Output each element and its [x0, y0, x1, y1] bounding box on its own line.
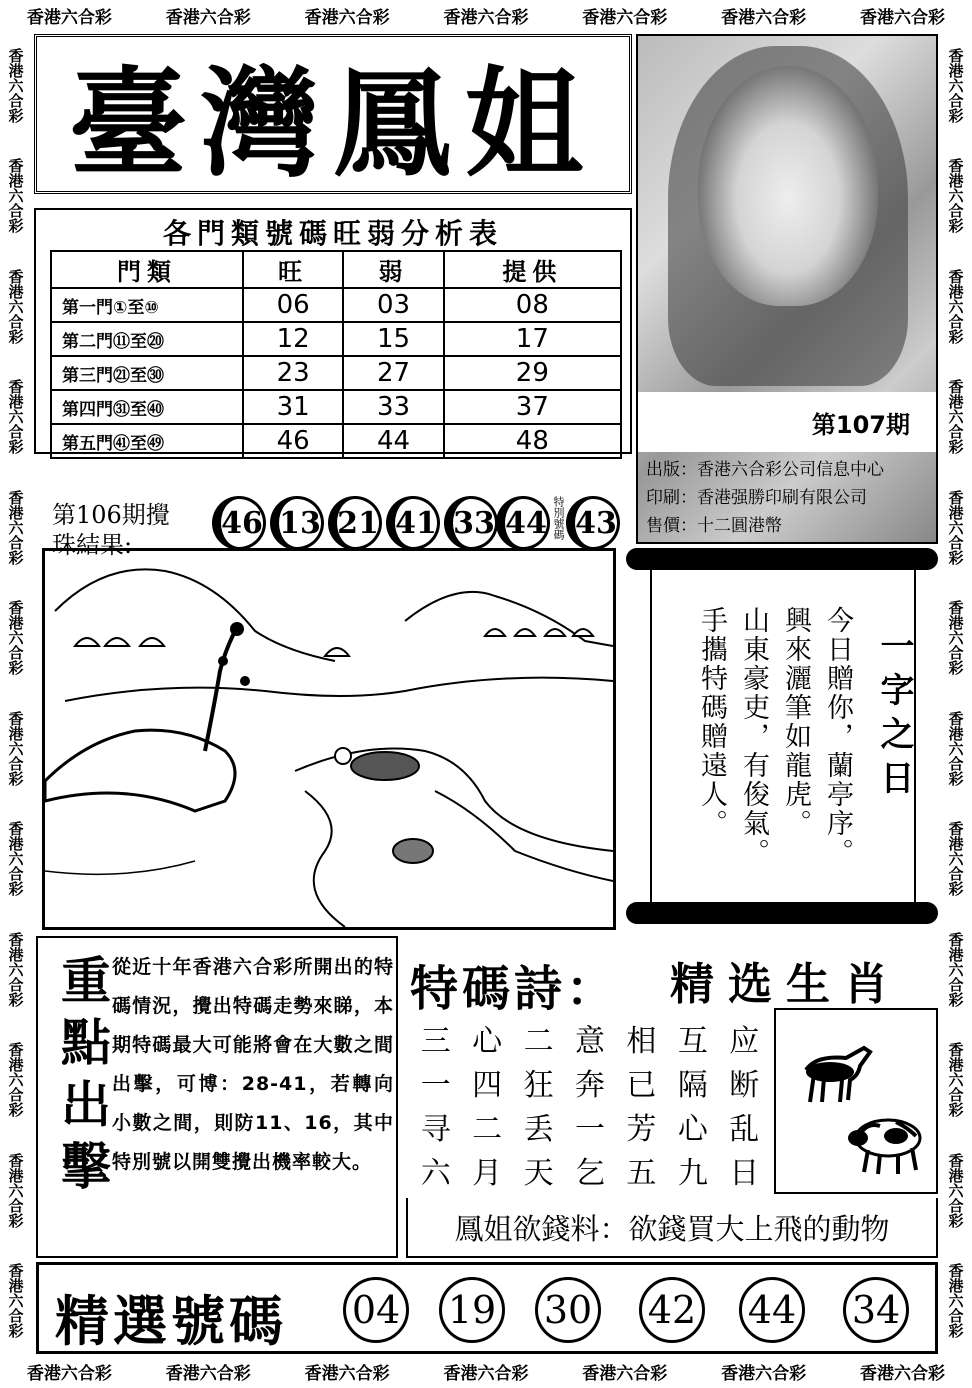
poem-char: 九 — [677, 1156, 708, 1191]
border-label-l5: 香港六合彩 — [6, 489, 25, 565]
top-border — [0, 0, 972, 30]
poem-char: 月 — [472, 1156, 503, 1191]
poem-char: 狂 — [523, 1068, 554, 1103]
draw-ball: 13 — [270, 496, 324, 550]
border-label-b5: 香港六合彩 — [582, 1363, 668, 1384]
door-label: 第一門 — [62, 297, 113, 318]
border-label-l8: 香港六合彩 — [6, 821, 25, 897]
strong-cell: 06 — [243, 288, 343, 322]
table-row — [51, 322, 621, 356]
border-label-r10: 香港六合彩 — [946, 1042, 965, 1118]
door-label: 第五門 — [62, 433, 113, 454]
border-label-r3: 香港六合彩 — [946, 268, 965, 344]
masthead-title: 臺灣鳳姐 — [34, 34, 632, 194]
strong-cell: 31 — [243, 390, 343, 424]
border-label-l12: 香港六合彩 — [6, 1263, 25, 1339]
selected-number: 42 — [639, 1277, 705, 1343]
door-cell — [51, 322, 243, 356]
price-line: 售價：十二圓港幣 — [646, 516, 782, 536]
border-label-l9: 香港六合彩 — [6, 931, 25, 1007]
border-label-l7: 香港六合彩 — [6, 710, 25, 786]
header-strong: 旺 — [243, 251, 343, 288]
portrait-image — [698, 66, 878, 306]
header-weak: 弱 — [343, 251, 443, 288]
poem-char: 一 — [420, 1068, 451, 1103]
draw-ball: 41 — [386, 496, 440, 550]
strong-cell: 23 — [243, 356, 343, 390]
analysis-table-panel — [34, 208, 632, 454]
border-label-r12: 香港六合彩 — [946, 1263, 965, 1339]
scroll-paper — [650, 568, 916, 904]
poem-char: 日 — [729, 1156, 760, 1191]
poem-char: 芳 — [626, 1112, 657, 1147]
door-range: ①至⑩ — [113, 297, 159, 318]
draw-ball: 44 — [496, 496, 550, 550]
border-label-l4: 香港六合彩 — [6, 379, 25, 455]
selected-number: 44 — [739, 1277, 805, 1343]
header-door: 門類 — [51, 251, 243, 288]
border-label-l10: 香港六合彩 — [6, 1042, 25, 1118]
draw-ball: 46 — [212, 496, 266, 550]
weak-cell: 15 — [343, 322, 443, 356]
weak-cell: 03 — [343, 288, 443, 322]
border-label-5: 香港六合彩 — [582, 7, 668, 28]
border-label-b6: 香港六合彩 — [721, 1363, 807, 1384]
strong-cell: 12 — [243, 322, 343, 356]
border-label-r2: 香港六合彩 — [946, 158, 965, 234]
special-draw-ball: 43 — [566, 496, 620, 550]
door-range: ㉑至㉚ — [113, 365, 164, 386]
border-label-b7: 香港六合彩 — [859, 1363, 945, 1384]
poem-char: 相 — [626, 1024, 657, 1059]
door-label: 第三門 — [62, 365, 113, 386]
table-row — [51, 390, 621, 424]
poem-line: 山東豪吏，有俊氣。 — [738, 606, 769, 867]
border-label-r4: 香港六合彩 — [946, 379, 965, 455]
border-label-l6: 香港六合彩 — [6, 600, 25, 676]
provide-cell: 17 — [444, 322, 621, 356]
poem-char: 三 — [420, 1024, 451, 1059]
key-point-panel — [36, 936, 398, 1258]
left-border — [2, 30, 30, 1356]
border-label-r5: 香港六合彩 — [946, 489, 965, 565]
door-label: 第四門 — [62, 399, 113, 420]
poem-char: 心 — [677, 1112, 708, 1147]
horse-and-ox-icon — [776, 1010, 936, 1192]
zodiac-title: 精选生肖 — [670, 959, 902, 1010]
door-range: ㉛至㊵ — [113, 399, 164, 420]
poem-line: 手攜特碼贈遠人。 — [696, 606, 727, 838]
border-label-b3: 香港六合彩 — [304, 1363, 390, 1384]
poem-char: 隔 — [677, 1068, 708, 1103]
printer-line: 印刷：香港强勝印刷有限公司 — [646, 488, 867, 508]
door-cell — [51, 424, 243, 458]
poem-char: 互 — [677, 1024, 708, 1059]
poem-char: 断 — [729, 1068, 760, 1103]
door-range: ⑪至⑳ — [113, 331, 164, 352]
special-number-label: 特別號碼 — [552, 496, 565, 540]
border-label-r11: 香港六合彩 — [946, 1152, 965, 1228]
poem-line: 興來灑筆如龍虎。 — [780, 606, 811, 838]
door-range: ㊶至㊾ — [113, 433, 164, 454]
weak-cell: 27 — [343, 356, 443, 390]
provide-cell: 37 — [444, 390, 621, 424]
provide-cell: 48 — [444, 424, 621, 458]
scroll-bottom-rod — [626, 902, 938, 924]
poem-char: 寻 — [420, 1112, 451, 1147]
one-word-title: 一字之日 — [874, 628, 914, 804]
selected-number: 30 — [535, 1277, 601, 1343]
border-label-l11: 香港六合彩 — [6, 1152, 25, 1228]
landscape-drawing — [45, 551, 613, 927]
poem-line: 今日贈你，蘭亭序。 — [822, 606, 853, 867]
weak-cell: 33 — [343, 390, 443, 424]
border-label-3: 香港六合彩 — [304, 7, 390, 28]
right-border — [942, 30, 970, 1356]
border-label-2: 香港六合彩 — [165, 7, 251, 28]
border-label-r8: 香港六合彩 — [946, 821, 965, 897]
poem-char: 奔 — [574, 1068, 605, 1103]
selected-number: 19 — [439, 1277, 505, 1343]
border-label-r9: 香港六合彩 — [946, 931, 965, 1007]
door-cell — [51, 288, 243, 322]
zodiac-animal-panel — [774, 1008, 938, 1194]
cover-photo-panel — [636, 34, 938, 544]
poem-char: 心 — [472, 1024, 503, 1059]
border-label-r6: 香港六合彩 — [946, 600, 965, 676]
one-word-poem-scroll — [626, 548, 938, 924]
border-label-6: 香港六合彩 — [721, 7, 807, 28]
door-cell — [51, 356, 243, 390]
draw-ball: 33 — [444, 496, 498, 550]
poem-char: 四 — [472, 1068, 503, 1103]
provide-cell: 29 — [444, 356, 621, 390]
weak-cell: 44 — [343, 424, 443, 458]
poem-char: 二 — [472, 1112, 503, 1147]
border-label-4: 香港六合彩 — [443, 7, 529, 28]
poem-char: 意 — [574, 1024, 605, 1059]
provide-cell: 08 — [444, 288, 621, 322]
door-label: 第二門 — [62, 331, 113, 352]
last-draw-label-line1: 第106期攪 — [52, 501, 170, 529]
last-draw-label-line2: 珠結果: — [52, 531, 133, 559]
border-label-7: 香港六合彩 — [859, 7, 945, 28]
poem-char: 乱 — [729, 1112, 760, 1147]
border-label-l1: 香港六合彩 — [6, 47, 25, 123]
poem-char: 一 — [574, 1112, 605, 1147]
border-label-b1: 香港六合彩 — [26, 1363, 112, 1384]
strong-cell: 46 — [243, 424, 343, 458]
poem-char: 六 — [420, 1156, 451, 1191]
border-label: 香港六合彩 — [26, 7, 112, 28]
tema-poem-grid — [410, 1016, 770, 1191]
poem-char: 丢 — [523, 1112, 554, 1147]
poem-char: 乞 — [574, 1156, 605, 1191]
tema-poem-title: 特碼詩： — [410, 961, 619, 1017]
key-point-title: 重點出擊 — [53, 954, 111, 1202]
selected-number: 34 — [843, 1277, 909, 1343]
publisher-line: 出版：香港六合彩公司信息中心 — [646, 460, 884, 480]
poem-char: 二 — [523, 1024, 554, 1059]
table-header-row — [51, 251, 621, 288]
key-point-text: 從近十年香港六合彩所開出的特碼情況，攪出特碼走勢來睇，本期特碼最大可能將會在大數之間出擊，可博：28-41，若轉向小數之間，則防11、16，其中特別號以開雙攪出機率較大。 — [112, 956, 394, 1173]
analysis-table-title: 各門類號碼旺弱分析表 — [162, 217, 503, 250]
analysis-table — [50, 250, 622, 459]
publisher-info — [646, 456, 930, 540]
bottom-border — [0, 1356, 972, 1386]
draw-ball: 21 — [328, 496, 382, 550]
border-label-r1: 香港六合彩 — [946, 47, 965, 123]
selected-numbers-label: 精選號碼 — [55, 1290, 287, 1353]
border-label-l2: 香港六合彩 — [6, 158, 25, 234]
table-row — [51, 288, 621, 322]
header-provide: 提供 — [444, 251, 621, 288]
selected-number: 04 — [343, 1277, 409, 1343]
poem-char: 应 — [729, 1024, 760, 1059]
door-cell — [51, 390, 243, 424]
table-row — [51, 424, 621, 458]
poem-char: 已 — [626, 1068, 657, 1103]
border-label-l3: 香港六合彩 — [6, 268, 25, 344]
border-label-b2: 香港六合彩 — [165, 1363, 251, 1384]
selected-numbers-panel — [36, 1262, 938, 1354]
issue-number: 第107期 — [638, 392, 936, 452]
money-tip: 鳳姐欲錢料：欲錢買大上飛的動物 — [406, 1198, 938, 1258]
poem-char: 天 — [523, 1156, 554, 1191]
border-label-b4: 香港六合彩 — [443, 1363, 529, 1384]
poem-char: 五 — [626, 1156, 657, 1191]
scroll-top-rod — [626, 548, 938, 570]
table-row — [51, 356, 621, 390]
border-label-r7: 香港六合彩 — [946, 710, 965, 786]
landscape-illustration — [42, 548, 616, 930]
